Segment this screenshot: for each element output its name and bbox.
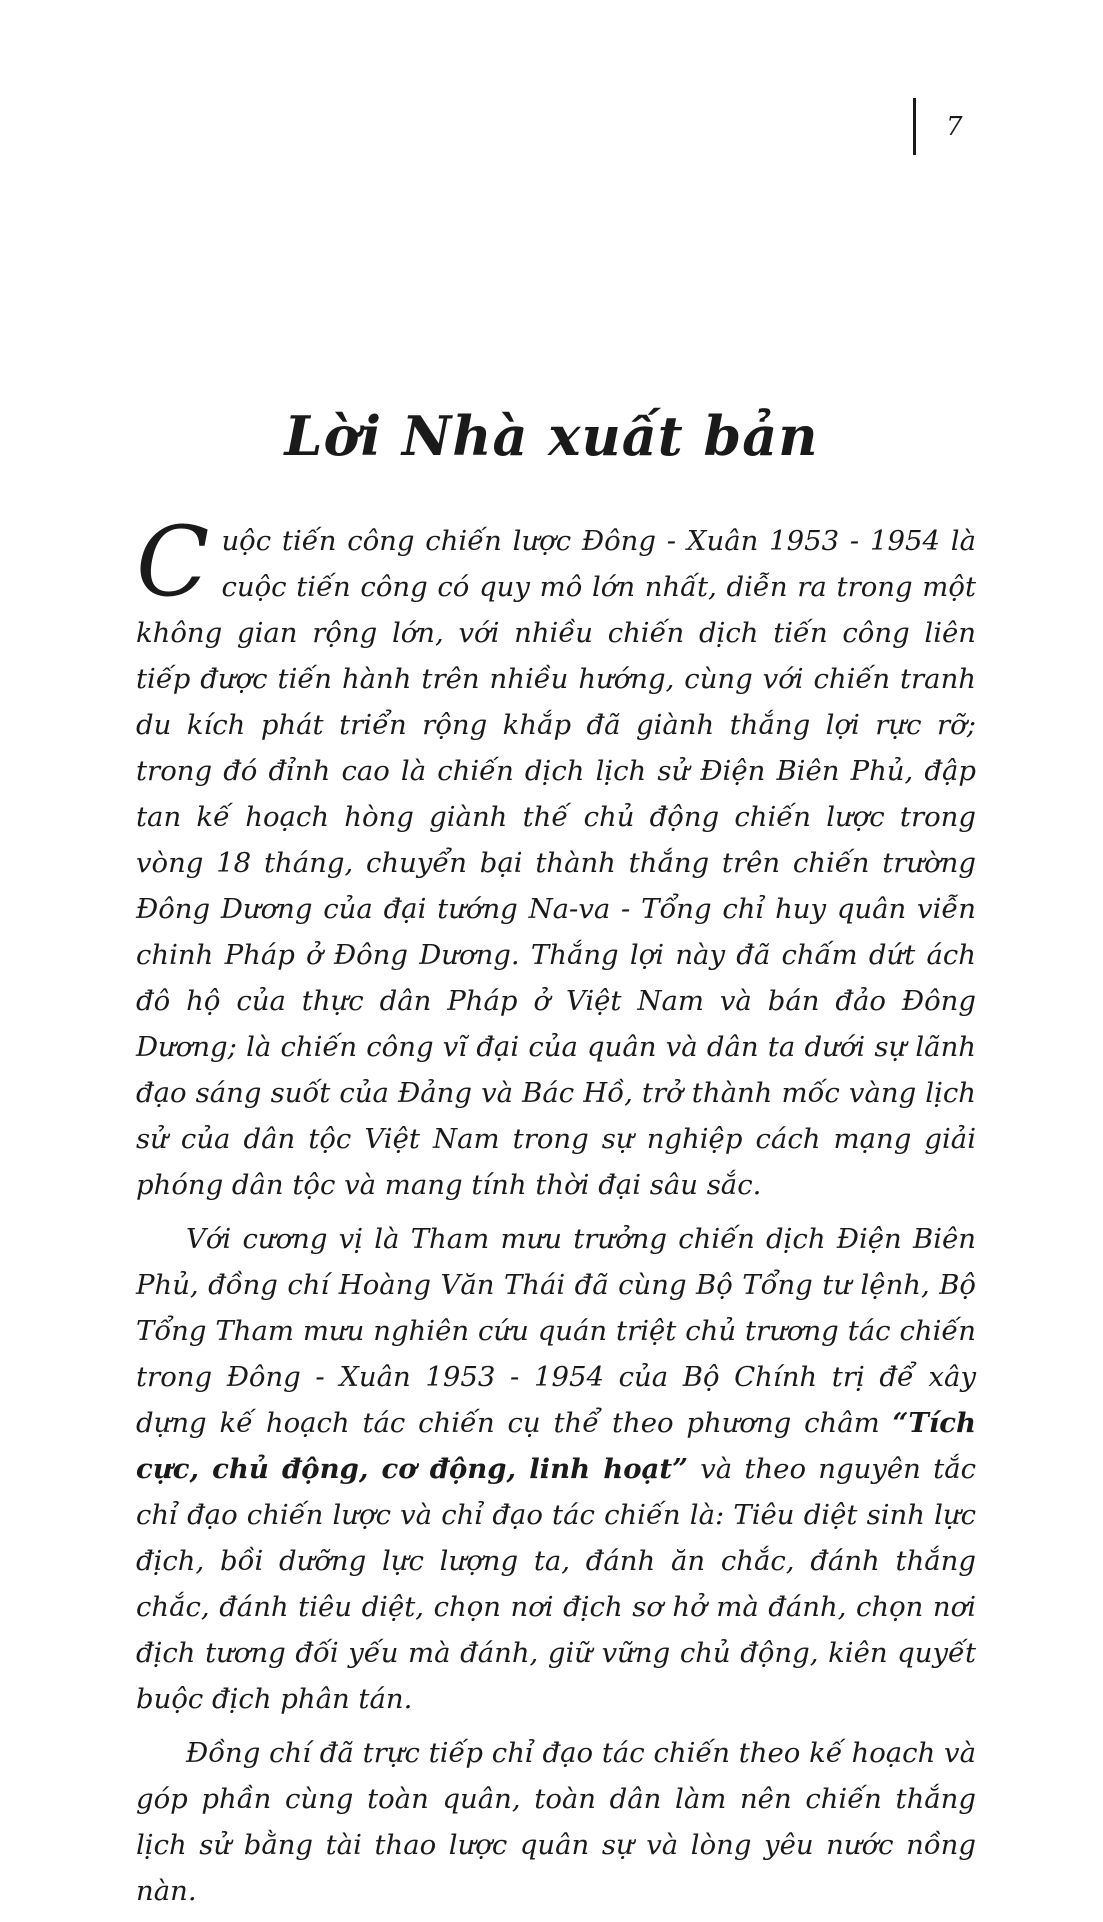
- paragraph-1: [136, 506, 976, 1208]
- body-text: [136, 506, 976, 1922]
- page-header: [913, 98, 963, 155]
- drop-cap: C: [136, 506, 210, 618]
- paragraph-2-emphasis: “Tích cực, chủ động, cơ động, linh hoạt”: [136, 1407, 976, 1485]
- header-rule: [913, 98, 916, 155]
- page-title: Lời Nhà xuất bản: [284, 404, 819, 469]
- paragraph-3: [136, 1730, 976, 1914]
- page-number: 7: [946, 111, 963, 142]
- paragraph-1-text: uộc tiến công chiến lược Đông - Xuân 1953 - 1954 là cuộc tiến công có quy mô lớn nhất, diễn ra trong một không gian rộng lớn, với nhiều chiến dịch tiến công liên tiếp được tiến hành trên nhiều hướng, cùng với chiến tranh du kích phát triển rộng khắp đã giành thắng lợi rực rỡ; trong đó đỉnh cao là chiến dịch lịch sử Điện Biên Phủ, đập tan kế hoạch hòng giành thế chủ động chiến lược trong vòng 18 tháng, chuyển bại thành thắng trên chiến trường Đông Dương của đại tướng Na-va - Tổng chỉ huy quân viễn chinh Pháp ở Đông Dương. Thắng lợi này đã chấm dứt ách đô hộ của thực dân Pháp ở Việt Nam và bán đảo Đông Dương; là chiến công vĩ đại của quân và dân ta dưới sự lãnh đạo sáng suốt của Đảng và Bác Hồ, trở thành mốc vàng lịch sử của dân tộc Việt Nam trong sự nghiệp cách mạng giải phóng dân tộc và mang tính thời đại sâu sắc.: [136, 525, 976, 1201]
- paragraph-3-text: Đồng chí đã trực tiếp chỉ đạo tác chiến theo kế hoạch và góp phần cùng toàn quân, toàn dân làm nên chiến thắng lịch sử bằng tài thao lược quân sự và lòng yêu nước nồng nàn.: [136, 1737, 976, 1907]
- paragraph-2: [136, 1216, 976, 1722]
- paragraph-2-text-after: và theo nguyên tắc chỉ đạo chiến lược và chỉ đạo tác chiến là: Tiêu diệt sinh lực địch, bồi dưỡng lực lượng ta, đánh ăn chắc, đánh thắng chắc, đánh tiêu diệt, chọn nơi địch sơ hở mà đánh, chọn nơi địch tương đối yếu mà đánh, giữ vững chủ động, kiên quyết buộc địch phân tán.: [136, 1453, 976, 1715]
- paragraph-2-text-before: Với cương vị là Tham mưu trưởng chiến dịch Điện Biên Phủ, đồng chí Hoàng Văn Thái đã cùng Bộ Tổng tư lệnh, Bộ Tổng Tham mưu nghiên cứu quán triệt chủ trương tác chiến trong Đông - Xuân 1953 - 1954 của Bộ Chính trị để xây dựng kế hoạch tác chiến cụ thể theo phương châm: [136, 1223, 976, 1439]
